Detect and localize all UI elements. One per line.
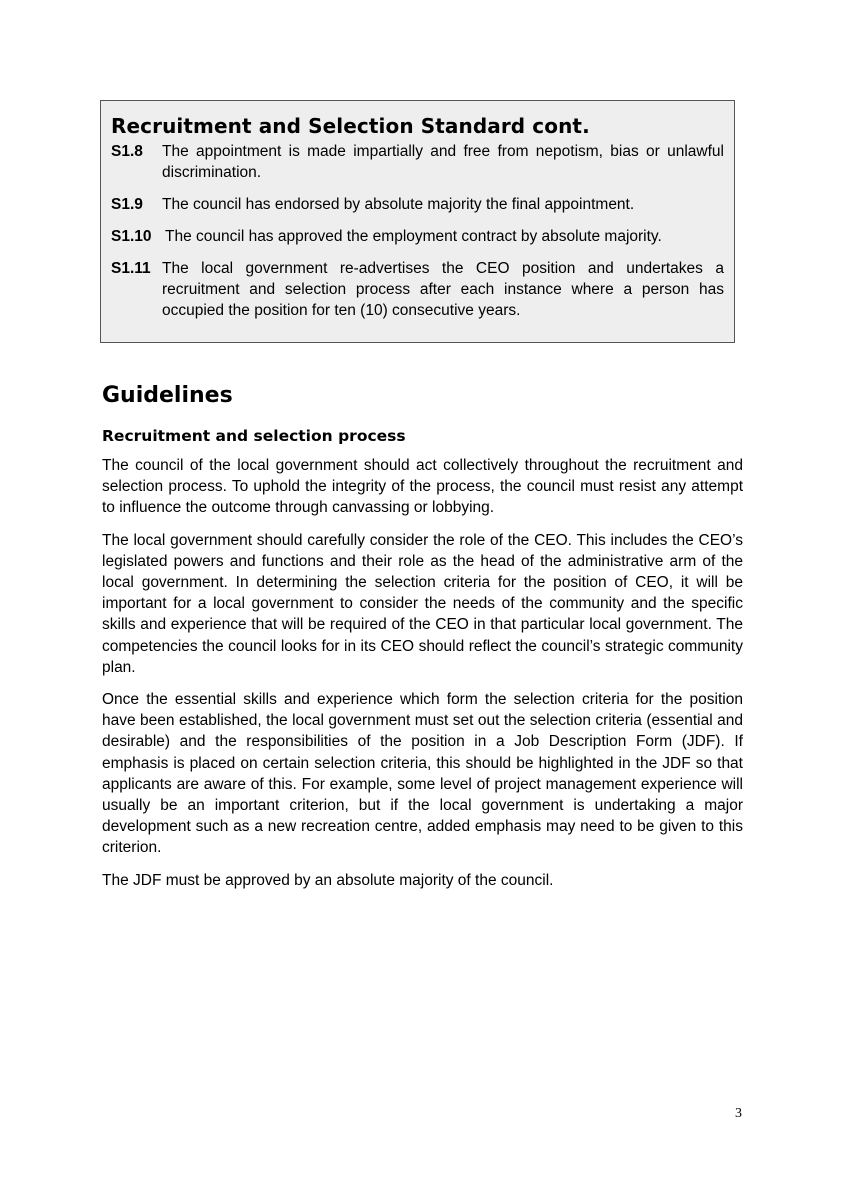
- standard-item-s1-10: [111, 226, 724, 247]
- standard-text: The appointment is made impartially and free from nepotism, bias or unlawful discrimination.: [162, 143, 724, 181]
- standards-title: Recruitment and Selection Standard cont.: [111, 114, 590, 138]
- standard-code: S1.10: [111, 228, 152, 245]
- paragraph: The JDF must be approved by an absolute majority of the council.: [102, 871, 554, 889]
- guidelines-section: [102, 381, 743, 902]
- standard-code: S1.8: [111, 143, 143, 160]
- standard-code: S1.9: [111, 196, 143, 213]
- standard-item-s1-8: [111, 141, 724, 183]
- paragraph: Once the essential skills and experience which form the selection criteria for the position have been established, the local government must set out the selection criteria (essential and desirable) and the responsibilities of the position in a Job Description Form (JDF). If emphasis is placed on certain selection criteria, this should be highlighted in the JDF so that applicants are aware of this. For example, some level of project management experience will usually be an important criterion, but if the local government is undertaking a major development such as a new recreation centre, added emphasis may need to be given to this criterion.: [102, 691, 743, 857]
- guidelines-heading: Guidelines: [102, 383, 233, 408]
- paragraph: The local government should carefully consider the role of the CEO. This includes the CEO’s legislated powers and functions and their role as the head of the administrative arm of the local government. In determining the selection criteria for the position of CEO, it will be important for a local government to consider the needs of the community and the specific skills and experience that will be required of the CEO in that particular local government. The competencies the council looks for in its CEO should reflect the council’s strategic community plan.: [102, 531, 743, 676]
- page-number: 3: [735, 1106, 742, 1121]
- standard-text: The local government re-advertises the CEO position and undertakes a recruitment and selection process after each instance where a person has occupied the position for ten (10) consecutive years.: [162, 260, 724, 319]
- standard-code: S1.11: [111, 260, 151, 277]
- standard-item-s1-11: [111, 258, 724, 321]
- standards-box: [100, 100, 735, 343]
- paragraph: The council of the local government should act collectively throughout the recruitment and selection process. To uphold the integrity of the process, the council must resist any attempt to influence the outcome through canvassing or lobbying.: [102, 457, 743, 517]
- guidelines-subheading: Recruitment and selection process: [102, 427, 406, 445]
- standard-text: The council has approved the employment contract by absolute majority.: [165, 228, 662, 245]
- standard-text: The council has endorsed by absolute majority the final appointment.: [162, 196, 635, 213]
- standard-item-s1-9: [111, 194, 724, 215]
